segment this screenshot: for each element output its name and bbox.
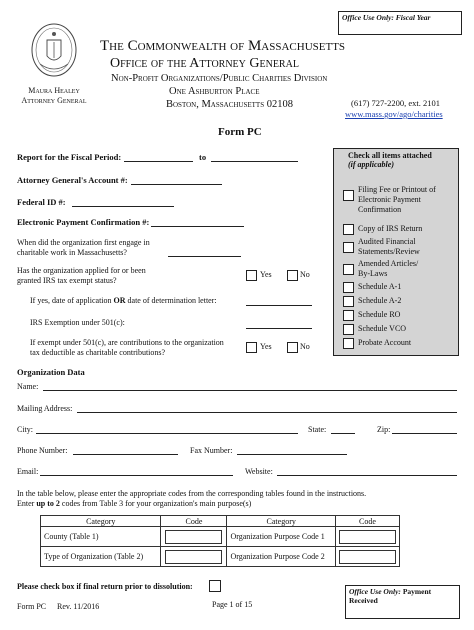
- header-division: Non-Profit Organizations/Public Charities Division: [111, 73, 328, 84]
- fax-field[interactable]: [237, 454, 347, 455]
- footer-form: Form PC: [17, 602, 47, 611]
- attachments-checklist-panel: [333, 148, 459, 356]
- org-type-code-input[interactable]: [165, 550, 222, 564]
- final-return-label: Please check box if final return prior to dissolution:: [17, 582, 193, 591]
- epc-field[interactable]: [151, 226, 244, 227]
- org-name-field[interactable]: [43, 390, 457, 391]
- payment-received-label: Office Use Only: Payment Received: [349, 587, 432, 605]
- checklist-checkbox-schedule-ro[interactable]: [343, 310, 354, 321]
- to-label: to: [199, 152, 207, 162]
- massachusetts-seal-icon: [28, 22, 80, 82]
- phone-field[interactable]: [73, 454, 178, 455]
- applied-no-label: No: [300, 270, 310, 279]
- codes-table: [40, 515, 400, 567]
- footer-rev: Rev. 11/2016: [57, 602, 100, 611]
- applied-no-checkbox[interactable]: [287, 270, 298, 281]
- checklist-item-schedule-vco: Schedule VCO: [358, 324, 407, 333]
- purpose-code-2-label: Organization Purpose Code 2: [227, 547, 336, 567]
- checklist-item-irs-return: Copy of IRS Return: [358, 224, 423, 233]
- purpose-code-2-cell: [335, 547, 399, 567]
- header-commonwealth: The Commonwealth of Massachusetts: [100, 38, 346, 54]
- fiscal-period-end-field[interactable]: [211, 161, 298, 162]
- zip-label: Zip:: [377, 425, 391, 434]
- header-city: Boston, Massachusetts 02108: [166, 99, 293, 110]
- website-field[interactable]: [277, 475, 457, 476]
- application-date-label: If yes, date of application OR date of determination letter:: [30, 296, 217, 305]
- deductible-no-checkbox[interactable]: [287, 342, 298, 353]
- instructions-line-1: In the table below, please enter the appropriate codes from the corresponding tables found in the instructions.: [17, 489, 367, 498]
- first-engage-label-2: charitable work in Massachusetts?: [17, 248, 127, 257]
- checklist-item-schedule-a1: Schedule A-1: [358, 282, 402, 291]
- purpose-code-1-cell: [335, 527, 399, 547]
- email-field[interactable]: [40, 475, 233, 476]
- checklist-subtitle: (if applicable): [348, 160, 394, 169]
- deductible-label-2: tax deductible as charitable contributions?: [30, 348, 166, 357]
- office-use-fiscal-year-box: [338, 11, 462, 35]
- fiscal-period-start-field[interactable]: [124, 161, 193, 162]
- checklist-item-bylaws: Amended Articles/ By-Laws: [358, 259, 419, 278]
- org-name-label: Name:: [17, 382, 39, 391]
- deductible-no-label: No: [300, 342, 310, 351]
- purpose-code-1-label: Organization Purpose Code 1: [227, 527, 336, 547]
- org-section-title: Organization Data: [17, 367, 85, 377]
- irs-exemption-label: IRS Exemption under 501(c):: [30, 318, 125, 327]
- checklist-checkbox-filing-fee[interactable]: [343, 190, 354, 201]
- purpose-code-2-input[interactable]: [339, 550, 396, 564]
- mailing-address-field[interactable]: [77, 412, 457, 413]
- instructions-line-2: Enter up to 2 codes from Table 3 for your organization's main purpose(s): [17, 499, 252, 508]
- county-code-input[interactable]: [165, 530, 222, 544]
- applied-yes-label: Yes: [260, 270, 272, 279]
- header-office: Office of the Attorney General: [110, 56, 299, 71]
- fax-label: Fax Number:: [190, 446, 233, 455]
- checklist-item-probate: Probate Account: [358, 338, 412, 347]
- website-link[interactable]: www.mass.gov/ago/charities: [345, 109, 443, 119]
- deductible-yes-checkbox[interactable]: [246, 342, 257, 353]
- final-return-checkbox[interactable]: [209, 580, 221, 592]
- zip-field[interactable]: [392, 433, 457, 434]
- first-engage-field[interactable]: [168, 256, 241, 257]
- checklist-checkbox-bylaws[interactable]: [343, 264, 354, 275]
- city-field[interactable]: [36, 433, 298, 434]
- checklist-checkbox-probate[interactable]: [343, 338, 354, 349]
- account-label: Attorney General's Account #:: [17, 175, 128, 185]
- email-label: Email:: [17, 467, 39, 476]
- irs-exemption-field[interactable]: [246, 328, 312, 329]
- state-label: State:: [308, 425, 327, 434]
- checklist-item-schedule-ro: Schedule RO: [358, 310, 401, 319]
- checklist-checkbox-audited[interactable]: [343, 242, 354, 253]
- header-address: One Ashburton Place: [169, 86, 260, 97]
- form-title: Form PC: [218, 126, 262, 138]
- ag-title: Attorney General: [21, 96, 87, 105]
- fiscal-period-label: Report for the Fiscal Period:: [17, 152, 122, 162]
- applied-label-2: granted IRS tax exempt status?: [17, 276, 117, 285]
- epc-label: Electronic Payment Confirmation #:: [17, 217, 150, 227]
- applied-label-1: Has the organization applied for or been: [17, 266, 146, 275]
- phone-label: Phone Number:: [17, 446, 68, 455]
- city-label: City:: [17, 425, 34, 434]
- state-field[interactable]: [331, 433, 355, 434]
- header-category: Category: [227, 516, 336, 527]
- county-code-cell: [161, 527, 227, 547]
- header-code: Code: [335, 516, 399, 527]
- checklist-checkbox-schedule-a2[interactable]: [343, 296, 354, 307]
- header-code: Code: [161, 516, 227, 527]
- account-field[interactable]: [131, 184, 222, 185]
- mailing-address-label: Mailing Address:: [17, 404, 73, 413]
- org-type-code-cell: [161, 547, 227, 567]
- purpose-code-1-input[interactable]: [339, 530, 396, 544]
- deductible-yes-label: Yes: [260, 342, 272, 351]
- footer-page: Page 1 of 15: [212, 600, 253, 609]
- checklist-item-schedule-a2: Schedule A-2: [358, 296, 402, 305]
- deductible-label-1: If exempt under 501(c), are contributions to the organization: [30, 338, 224, 347]
- federal-id-label: Federal ID #:: [17, 197, 66, 207]
- checklist-checkbox-schedule-a1[interactable]: [343, 282, 354, 293]
- first-engage-label-1: When did the organization first engage in: [17, 238, 150, 247]
- checklist-checkbox-schedule-vco[interactable]: [343, 324, 354, 335]
- org-type-label: Type of Organization (Table 2): [41, 547, 161, 567]
- federal-id-field[interactable]: [72, 206, 174, 207]
- ag-name: Maura Healey: [28, 86, 80, 95]
- website-label: Website:: [245, 467, 273, 476]
- checklist-checkbox-irs-return[interactable]: [343, 224, 354, 235]
- office-use-payment-box: [345, 585, 460, 619]
- application-date-field[interactable]: [246, 305, 312, 306]
- applied-yes-checkbox[interactable]: [246, 270, 257, 281]
- phone-number: (617) 727-2200, ext. 2101: [351, 98, 441, 108]
- checklist-item-filing-fee: Filing Fee or Printout of Electronic Payment Confirmation: [358, 185, 436, 214]
- county-label: County (Table 1): [41, 527, 161, 547]
- checklist-title: Check all items attached: [348, 151, 432, 160]
- header-category: Category: [41, 516, 161, 527]
- checklist-item-audited: Audited Financial Statements/Review: [358, 237, 420, 256]
- office-use-label: Office Use Only: Fiscal Year: [342, 13, 431, 22]
